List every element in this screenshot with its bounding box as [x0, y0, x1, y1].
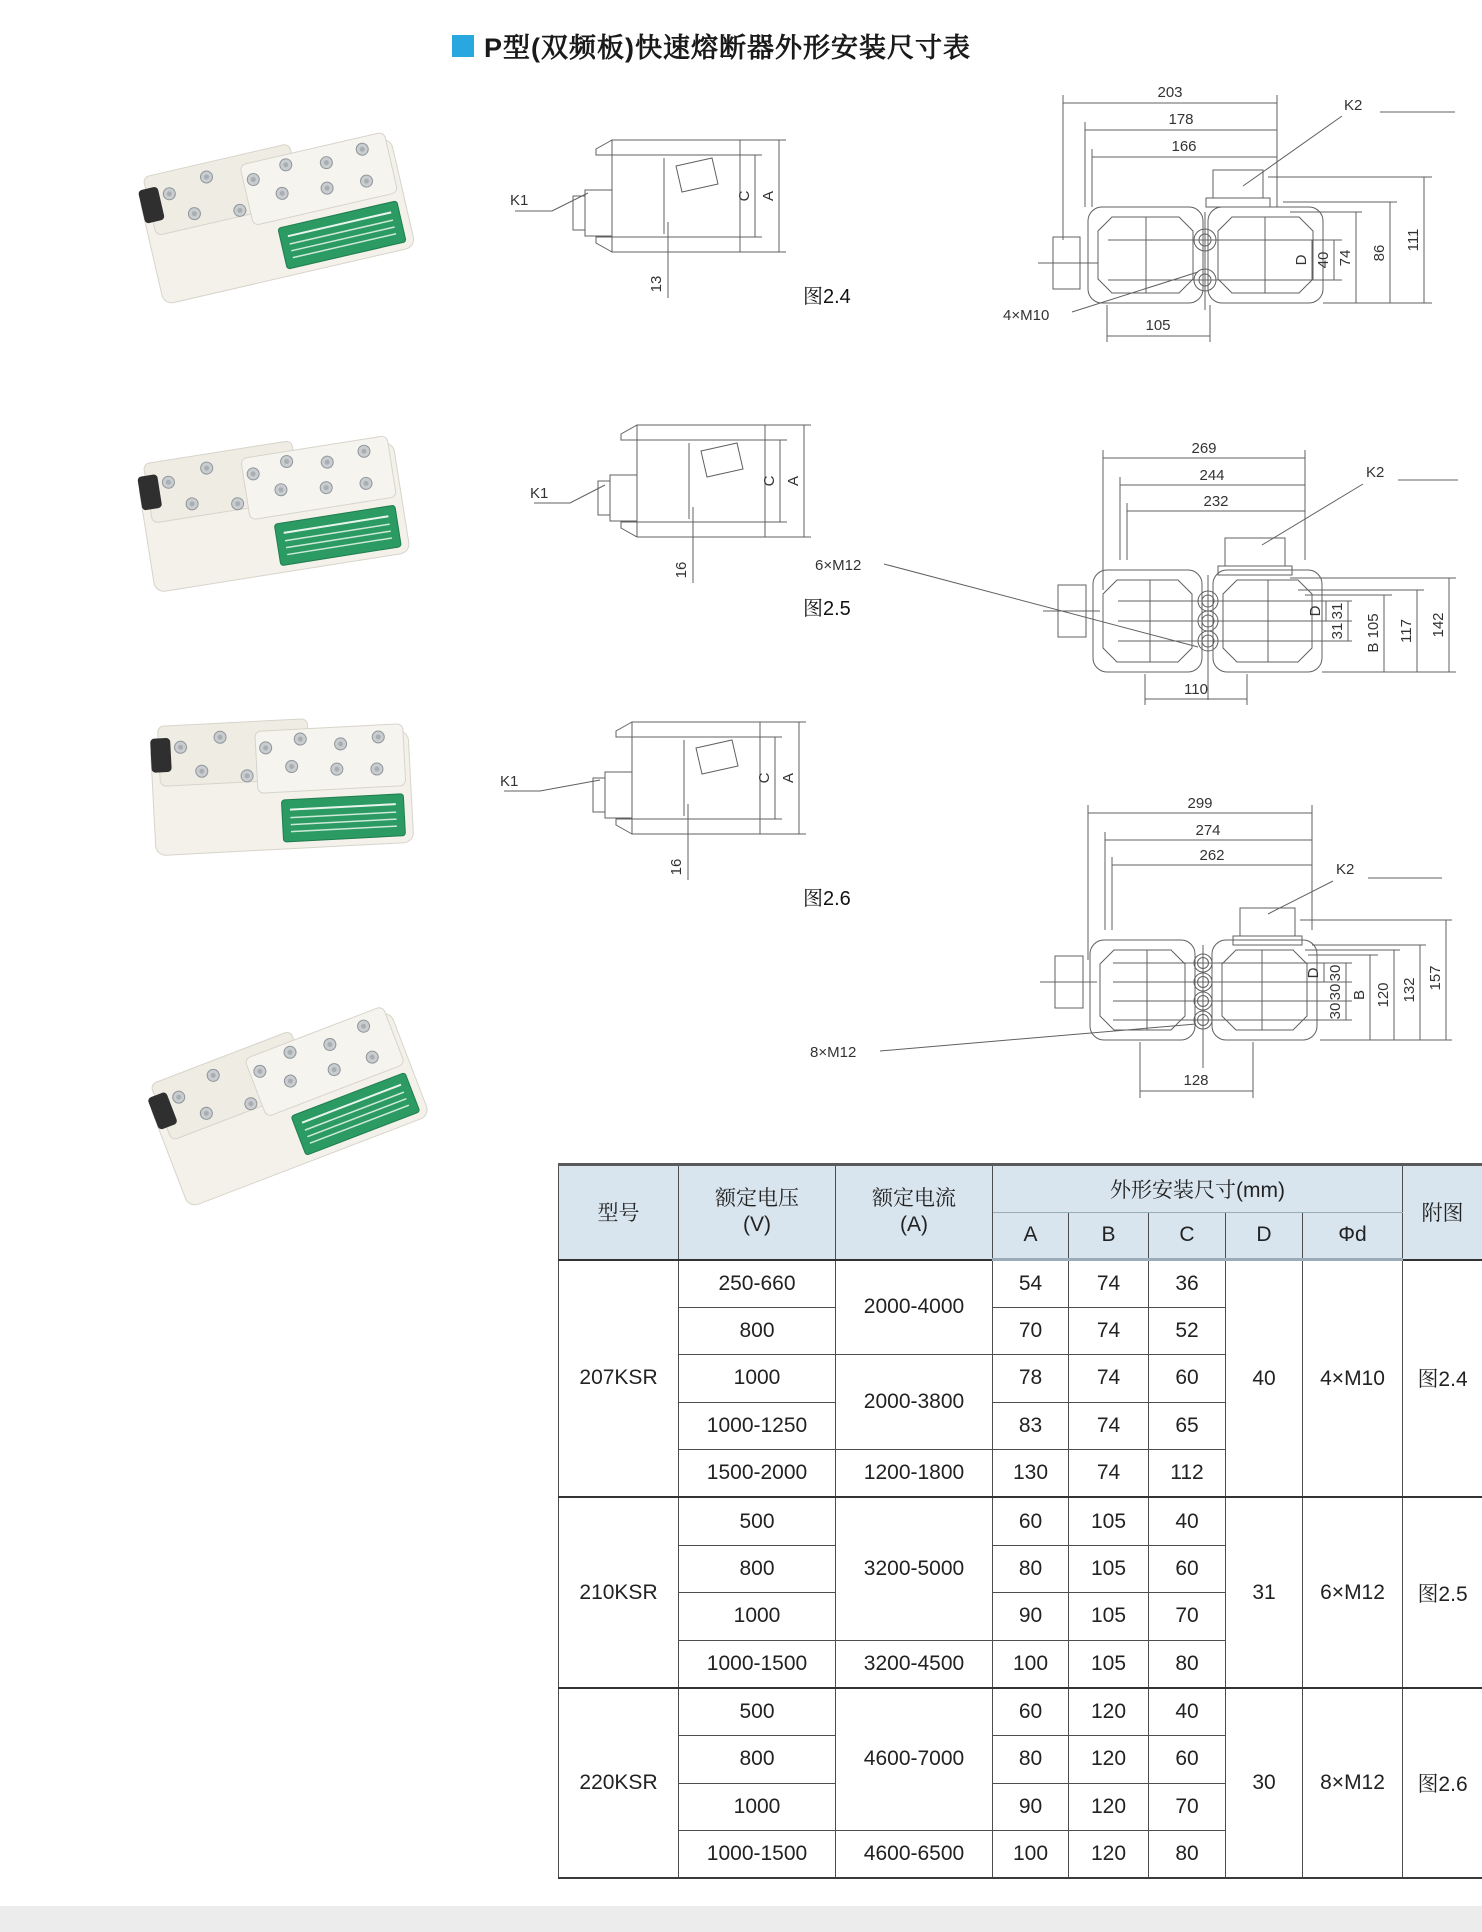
fig25-bottom-dim: 110 — [1184, 681, 1208, 698]
fig24-k2-label: K2 — [1344, 97, 1363, 114]
dim-b-cell: 120 — [1069, 1831, 1149, 1879]
fig26-bolt-label: 8×M12 — [810, 1044, 857, 1061]
dim-d-cell: 30 — [1226, 1688, 1303, 1878]
voltage-cell: 1500-2000 — [679, 1450, 836, 1498]
dim-c-cell: 36 — [1149, 1260, 1226, 1308]
dim-a-cell: 54 — [993, 1260, 1069, 1308]
current-cell: 2000-3800 — [836, 1355, 993, 1450]
fig24-side-view — [515, 140, 786, 298]
fig24-d-dim: D — [1293, 254, 1310, 266]
fig26-k1-label: K1 — [500, 773, 519, 790]
product-photo-2 — [105, 398, 445, 620]
dim-b-cell: 74 — [1069, 1450, 1149, 1498]
header-current — [836, 1165, 993, 1260]
current-cell: 4600-7000 — [836, 1688, 993, 1831]
header-current-label: 额定电流 — [872, 1187, 956, 1210]
voltage-cell: 1000 — [679, 1593, 836, 1641]
figure-ref-cell: 图2.6 — [1403, 1688, 1482, 1878]
dim-c-cell: 60 — [1149, 1545, 1226, 1593]
fig25-k2-label: K2 — [1366, 464, 1385, 481]
dim-c-cell: 52 — [1149, 1307, 1226, 1355]
header-model: 型号 — [559, 1165, 679, 1260]
voltage-cell: 800 — [679, 1307, 836, 1355]
dim-b-cell: 120 — [1069, 1688, 1149, 1736]
model-cell: 210KSR — [559, 1497, 679, 1687]
fig25-spacing-dim-2: 31 — [1329, 622, 1346, 640]
fig25-k1-label: K1 — [530, 485, 549, 502]
dim-b-cell: 105 — [1069, 1640, 1149, 1688]
dim-c-cell: 65 — [1149, 1402, 1226, 1450]
product-photo-1 — [118, 88, 440, 344]
dim-a-cell: 78 — [993, 1355, 1069, 1403]
fig25-width-dim-1: 269 — [1191, 440, 1217, 457]
current-cell: 3200-5000 — [836, 1497, 993, 1640]
dim-a-cell: 60 — [993, 1688, 1069, 1736]
header-voltage — [679, 1165, 836, 1260]
fig25-height-dim-3: 142 — [1430, 612, 1447, 638]
dim-b-cell: 105 — [1069, 1545, 1149, 1593]
product-photo-3 — [118, 700, 450, 878]
header-dim-phid: Φd — [1303, 1212, 1403, 1260]
title-bullet-icon — [452, 35, 474, 57]
voltage-cell: 500 — [679, 1688, 836, 1736]
bolt-cell: 6×M12 — [1303, 1497, 1403, 1687]
header-dim-d: D — [1226, 1212, 1303, 1260]
dim-c-cell: 70 — [1149, 1783, 1226, 1831]
fig26-side-view — [504, 722, 806, 880]
fig24-a-dim: A — [760, 190, 777, 202]
voltage-cell: 1000-1250 — [679, 1402, 836, 1450]
figure-2-5 — [490, 350, 1482, 715]
header-dim-a: A — [993, 1212, 1069, 1260]
fig26-thickness-dim: 16 — [668, 858, 685, 876]
page-title — [452, 26, 971, 65]
product-photo-4 — [112, 968, 459, 1226]
fig26-a-dim: A — [780, 772, 797, 784]
current-cell: 2000-4000 — [836, 1260, 993, 1355]
fig26-top-view — [880, 805, 1452, 1098]
fig24-k1-label: K1 — [510, 192, 529, 209]
dim-c-cell: 112 — [1149, 1450, 1226, 1498]
dim-d-cell: 31 — [1226, 1497, 1303, 1687]
fig25-width-dim-2: 244 — [1199, 467, 1225, 484]
table-row — [559, 1688, 1482, 1736]
fig26-height-dim-1: B — [1351, 989, 1368, 1001]
fig26-width-dim-2: 274 — [1195, 822, 1221, 839]
fig25-spacing-dim-1: 31 — [1329, 602, 1346, 620]
fig24-bottom-dim: 105 — [1145, 317, 1171, 334]
figure-ref-cell: 图2.5 — [1403, 1497, 1482, 1687]
figure-ref-cell: 图2.4 — [1403, 1260, 1482, 1498]
dim-a-cell: 70 — [993, 1307, 1069, 1355]
bolt-cell: 4×M10 — [1303, 1260, 1403, 1498]
fig25-width-dim-3: 232 — [1203, 493, 1229, 510]
table-row — [559, 1260, 1482, 1308]
header-voltage-unit: (V) — [743, 1213, 771, 1237]
fig25-height-dim-1: B 105 — [1365, 613, 1382, 653]
dim-b-cell: 105 — [1069, 1593, 1149, 1641]
voltage-cell: 500 — [679, 1497, 836, 1545]
header-current-unit: (A) — [900, 1213, 928, 1237]
fig24-height-dim-1: 74 — [1337, 249, 1354, 267]
fig24-thickness-dim: 13 — [648, 275, 665, 293]
dim-b-cell: 74 — [1069, 1307, 1149, 1355]
fig26-spacing-dim-2: 30 — [1327, 983, 1344, 1001]
current-cell: 1200-1800 — [836, 1450, 993, 1498]
dim-c-cell: 60 — [1149, 1355, 1226, 1403]
fig24-height-dim-2: 86 — [1371, 244, 1388, 262]
model-cell: 220KSR — [559, 1688, 679, 1878]
fig26-k2-label: K2 — [1336, 861, 1355, 878]
fig26-height-dim-4: 157 — [1427, 965, 1444, 991]
fig25-top-view — [884, 450, 1458, 705]
fig24-bolt-label: 4×M10 — [1003, 307, 1050, 324]
fig24-width-dim-2: 178 — [1168, 111, 1194, 128]
dim-a-cell: 100 — [993, 1831, 1069, 1879]
fig26-width-dim-3: 262 — [1199, 847, 1225, 864]
fig26-d-dim: D — [1305, 967, 1322, 979]
fig25-a-dim: A — [785, 475, 802, 487]
header-dims: 外形安装尺寸(mm) — [993, 1165, 1403, 1213]
voltage-cell: 800 — [679, 1545, 836, 1593]
dim-c-cell: 80 — [1149, 1831, 1226, 1879]
header-dim-b: B — [1069, 1212, 1149, 1260]
dim-a-cell: 60 — [993, 1497, 1069, 1545]
fig26-width-dim-1: 299 — [1187, 795, 1213, 812]
fig25-thickness-dim: 16 — [673, 561, 690, 579]
dim-a-cell: 90 — [993, 1783, 1069, 1831]
model-cell: 207KSR — [559, 1260, 679, 1498]
dim-b-cell: 74 — [1069, 1355, 1149, 1403]
voltage-cell: 1000 — [679, 1355, 836, 1403]
fig25-caption: 图2.5 — [803, 598, 851, 620]
fig26-bottom-dim: 128 — [1183, 1072, 1209, 1089]
current-cell: 3200-4500 — [836, 1640, 993, 1688]
table-row — [559, 1497, 1482, 1545]
fig25-height-dim-2: 117 — [1398, 619, 1415, 643]
dim-a-cell: 130 — [993, 1450, 1069, 1498]
fig26-c-dim: C — [756, 772, 773, 784]
fig24-width-dim-1: 203 — [1157, 84, 1183, 101]
dim-b-cell: 120 — [1069, 1735, 1149, 1783]
fig24-spacing-dim-1: 40 — [1315, 251, 1332, 269]
fig24-top-view — [1038, 95, 1455, 342]
fig24-caption: 图2.4 — [803, 286, 851, 308]
dim-c-cell: 40 — [1149, 1688, 1226, 1736]
dim-c-cell: 80 — [1149, 1640, 1226, 1688]
fig25-c-dim: C — [761, 475, 778, 487]
figure-2-6 — [490, 715, 1482, 1120]
fig26-height-dim-2: 120 — [1375, 982, 1392, 1008]
header-voltage-label: 额定电压 — [715, 1187, 799, 1210]
fig25-bolt-label: 6×M12 — [815, 557, 862, 574]
dim-b-cell: 120 — [1069, 1783, 1149, 1831]
current-cell: 4600-6500 — [836, 1831, 993, 1879]
header-figure: 附图 — [1403, 1165, 1482, 1260]
fig24-c-dim: C — [736, 190, 753, 202]
fig24-width-dim-3: 166 — [1171, 138, 1197, 155]
fig26-spacing-dim-3: 30 — [1327, 1002, 1344, 1020]
dim-d-cell: 40 — [1226, 1260, 1303, 1498]
voltage-cell: 1000-1500 — [679, 1640, 836, 1688]
dim-c-cell: 60 — [1149, 1735, 1226, 1783]
dim-a-cell: 90 — [993, 1593, 1069, 1641]
figure-2-4 — [490, 75, 1482, 345]
fig26-height-dim-3: 132 — [1401, 977, 1418, 1003]
spec-table — [558, 1163, 1482, 1879]
fig24-height-dim-3: 111 — [1405, 228, 1422, 252]
fig26-caption: 图2.6 — [803, 888, 851, 910]
voltage-cell: 1000 — [679, 1783, 836, 1831]
dim-b-cell: 74 — [1069, 1402, 1149, 1450]
dim-b-cell: 74 — [1069, 1260, 1149, 1308]
dim-a-cell: 80 — [993, 1735, 1069, 1783]
page-title-text: P型(双频板)快速熔断器外形安装尺寸表 — [484, 33, 971, 63]
header-dim-c: C — [1149, 1212, 1226, 1260]
dim-a-cell: 80 — [993, 1545, 1069, 1593]
voltage-cell: 1000-1500 — [679, 1831, 836, 1879]
dim-c-cell: 70 — [1149, 1593, 1226, 1641]
dim-a-cell: 83 — [993, 1402, 1069, 1450]
bolt-cell: 8×M12 — [1303, 1688, 1403, 1878]
voltage-cell: 250-660 — [679, 1260, 836, 1308]
dim-c-cell: 40 — [1149, 1497, 1226, 1545]
dim-a-cell: 100 — [993, 1640, 1069, 1688]
dim-b-cell: 105 — [1069, 1497, 1149, 1545]
footer-strip — [0, 1906, 1482, 1932]
fig26-spacing-dim-1: 30 — [1327, 964, 1344, 982]
fig25-d-dim: D — [1307, 605, 1324, 617]
voltage-cell: 800 — [679, 1735, 836, 1783]
fig25-side-view — [534, 425, 811, 583]
